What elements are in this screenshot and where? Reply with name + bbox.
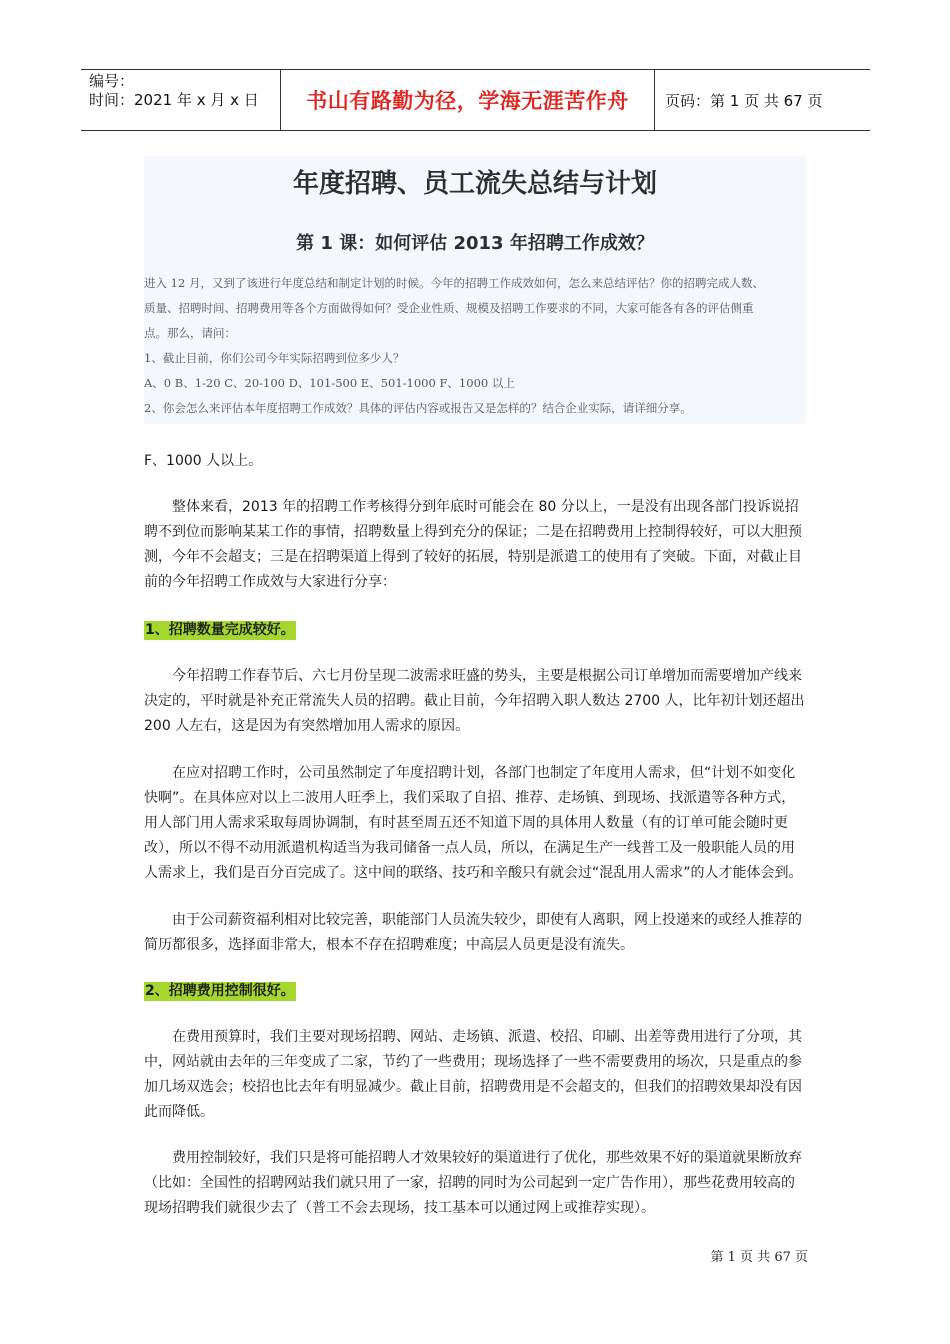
paragraph bbox=[144, 1146, 808, 1221]
paragraph bbox=[144, 495, 808, 595]
paragraph-text: 费用控制较好，我们只是将可能招聘人才效果较好的渠道进行了优化，那些效果不好的渠道就果断放弃（比如：全国性的招聘网站我们就只用了一家，招聘的同时为公司起到一定广告作用），那些花费用较高的现场招聘我们就很少去了（普工不会去现场，技工基本可以通过网上或推荐实现）。 bbox=[144, 1150, 802, 1216]
question-1-options: A、0 B、1-20 C、20-100 D、101-500 E、501-1000 F、1000 以上 bbox=[144, 376, 515, 390]
serial-number: 编号： bbox=[89, 72, 135, 90]
header-meta bbox=[81, 70, 281, 130]
section-heading-2: 2、招聘费用控制很好。 bbox=[145, 983, 295, 999]
paragraph bbox=[144, 761, 808, 886]
paragraph-text: 整体来看，2013 年的招聘工作考核得分到年底时可能会在 80 分以上，一是没有出现各部门投诉说招聘不到位而影响某某工作的事情，招聘数量上得到充分的保证；二是在招聘费用上控制得较好，可以大胆预测，今年不会超支；三是在招聘渠道上得到了较好的拓展，特别是派遣工的使用有了突破。下面，对截止目前的今年招聘工作成效与大家进行分享： bbox=[144, 499, 802, 590]
paragraph bbox=[144, 908, 808, 958]
paragraph-text: 在应对招聘工作时，公司虽然制定了年度招聘计划，各部门也制定了年度用人需求，但“计划不如变化快啊”。在具体应对以上二波用人旺季上，我们采取了自招、推荐、走场镇、到现场、找派遣等各种方式，用人部门用人需求采取每周协调制，有时甚至周五还不知道下周的具体用人数量（有的订单可能会随时更改），所以不得不动用派遣机构适当为我司储备一点人员，所以，在满足生产一线普工及一般职能人员的用人需求上，我们是百分百完成了。这中间的联络、技巧和辛酸只有就会过“混乱用人需求”的人才能体会到。 bbox=[144, 765, 803, 881]
paragraph-text: 今年招聘工作春节后、六七月份呈现二波需求旺盛的势头，主要是根据公司订单增加而需要增加产线来决定的，平时就是补充正常流失人员的招聘。截止目前，今年招聘入职人数达 2700 人，比年初计划还超出 200 人左右，这是因为有突然增加用人需求的原因。 bbox=[144, 668, 805, 734]
date-line: 时间：2021 年 x 月 x 日 bbox=[89, 91, 259, 109]
intro-text bbox=[144, 271, 808, 421]
page-header bbox=[81, 69, 870, 131]
lesson-title: 第 1 课：如何评估 2013 年招聘工作成效？ bbox=[296, 233, 654, 254]
intro-line: 点。那么，请问： bbox=[144, 326, 236, 340]
paragraph bbox=[144, 1025, 808, 1125]
header-motto: 书山有路勤为径，学海无涯苦作舟 bbox=[281, 70, 655, 130]
answer-text: F、1000 人以上。 bbox=[144, 453, 263, 469]
paragraph-text: 由于公司薪资福利相对比较完善，职能部门人员流失较少，即使有人离职，网上投递来的或经人推荐的简历都很多，选择面非常大，根本不存在招聘难度；中高层人员更是没有流失。 bbox=[144, 912, 802, 953]
paragraph-text: 在费用预算时，我们主要对现场招聘、网站、走场镇、派遣、校招、印刷、出差等费用进行了分项，其中，网站就由去年的三年变成了二家，节约了一些费用；现场选择了一些不需要费用的场次，只是重点的参加几场双选会；校招也比去年有明显减少。截止目前，招聘费用是不会超支的，但我们的招聘效果却没有因此而降低。 bbox=[144, 1029, 802, 1120]
paragraph bbox=[144, 664, 808, 739]
section-heading-1: 1、招聘数量完成较好。 bbox=[145, 622, 295, 638]
question-2: 2、你会怎么来评估本年度招聘工作成效？具体的评估内容或报告又是怎样的？结合企业实际，请详细分享。 bbox=[144, 401, 692, 415]
question-1: 1、截止目前，你们公司今年实际招聘到位多少人？ bbox=[144, 351, 405, 365]
header-page-number: 页码：第 1 页 共 67 页 bbox=[665, 91, 823, 110]
intro-line: 质量、招聘时间、招聘费用等各个方面做得如何？受企业性质、规模及招聘工作要求的不同，大家可能各有各的评估侧重 bbox=[144, 301, 754, 315]
document-title: 年度招聘、员工流失总结与计划 bbox=[292, 169, 657, 199]
page-footer: 第 1 页 共 67 页 bbox=[710, 1250, 808, 1265]
intro-line: 进入 12 月，又到了该进行年度总结和制定计划的时候。今年的招聘工作成效如何，怎么来总结评估？你的招聘完成人数、 bbox=[144, 276, 764, 290]
